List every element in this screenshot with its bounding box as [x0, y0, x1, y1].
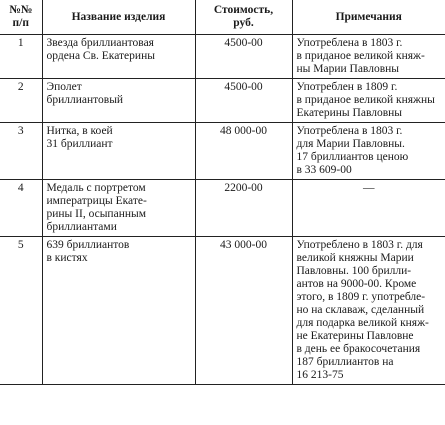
row-name: [42, 35, 195, 79]
table-row: [0, 35, 445, 79]
row-num: 3: [0, 123, 42, 180]
row-cost: 48 000-00: [195, 123, 292, 180]
table-row: [0, 180, 445, 237]
note-line: 17 бриллиантов ценою: [296, 151, 409, 163]
name-line: в кистях: [46, 252, 88, 264]
note-line: ны Марии Павловны: [296, 63, 400, 75]
header-notes: [292, 0, 445, 35]
name-line: Эполет: [46, 81, 82, 93]
header-cost-line: руб.: [233, 17, 254, 29]
note-line: для Марии Павловны.: [296, 138, 405, 150]
row-note: [292, 123, 445, 180]
header-cost: [195, 0, 292, 35]
note-line: 187 бриллиантов на: [296, 356, 394, 368]
header-num-line: п/п: [12, 17, 29, 29]
note-line: 16 213-75: [296, 369, 344, 381]
note-line: Павловны. 100 брилли-: [296, 265, 412, 277]
note-line: Екатерины Павловны: [296, 107, 403, 119]
note-line: в приданое великой княжны: [296, 94, 435, 106]
header-row: [0, 0, 445, 35]
name-line: императрицы Екате-: [46, 195, 147, 207]
note-line: Употреблен в 1809 г.: [296, 81, 398, 93]
note-line: Употреблена в 1803 г.: [296, 37, 403, 49]
note-line: Употреблена в 1803 г.: [296, 125, 403, 137]
table-row: [0, 237, 445, 385]
header-name: [42, 0, 195, 35]
note-line: в день ее бракосочетания: [296, 343, 421, 355]
row-name: [42, 79, 195, 123]
header-num-line: №№: [9, 4, 33, 16]
row-cost: 4500-00: [195, 35, 292, 79]
header-cost-line: Стоимость,: [213, 4, 274, 16]
row-note: [292, 180, 445, 237]
row-note: [292, 237, 445, 385]
row-num: 2: [0, 79, 42, 123]
header-notes-line: Примечания: [335, 10, 402, 23]
name-line: Медаль с портретом: [46, 182, 146, 194]
row-cost: 4500-00: [195, 79, 292, 123]
table-row: [0, 123, 445, 180]
row-num: 4: [0, 180, 42, 237]
header-num: [0, 0, 42, 35]
row-num: 5: [0, 237, 42, 385]
name-line: бриллиантами: [46, 221, 117, 233]
row-note: [292, 79, 445, 123]
note-line: но на склаваж, сделанный: [296, 304, 425, 316]
name-line: 31 бриллиант: [46, 138, 113, 150]
row-name: [42, 123, 195, 180]
table-row: [0, 79, 445, 123]
header-name-line: Название изделия: [71, 10, 166, 23]
row-name: [42, 180, 195, 237]
name-line: рины II, осыпанным: [46, 208, 147, 220]
name-line: Нитка, в коей: [46, 125, 113, 137]
note-line: Употреблено в 1803 г. для: [296, 239, 423, 251]
note-line: антов на 9000-00. Кроме: [296, 278, 417, 290]
row-num: 1: [0, 35, 42, 79]
row-cost: 2200-00: [195, 180, 292, 237]
name-line: бриллиантовый: [46, 94, 124, 106]
name-line: 639 бриллиантов: [46, 239, 130, 251]
row-name: [42, 237, 195, 385]
note-line: в 33 609-00: [296, 164, 352, 176]
note-line: великой княжны Марии: [296, 252, 414, 264]
note-line: не Екатерины Павловне: [296, 330, 414, 342]
note-line: для подарка великой княж-: [296, 317, 429, 329]
name-line: Звезда бриллиантовая: [46, 37, 154, 49]
row-cost: 43 000-00: [195, 237, 292, 385]
note-line: этого, в 1809 г. употребле-: [296, 291, 426, 303]
note-dash: —: [363, 182, 375, 194]
row-note: [292, 35, 445, 79]
note-line: в приданое великой княж-: [296, 50, 425, 62]
name-line: ордена Св. Екатерины: [46, 50, 155, 62]
